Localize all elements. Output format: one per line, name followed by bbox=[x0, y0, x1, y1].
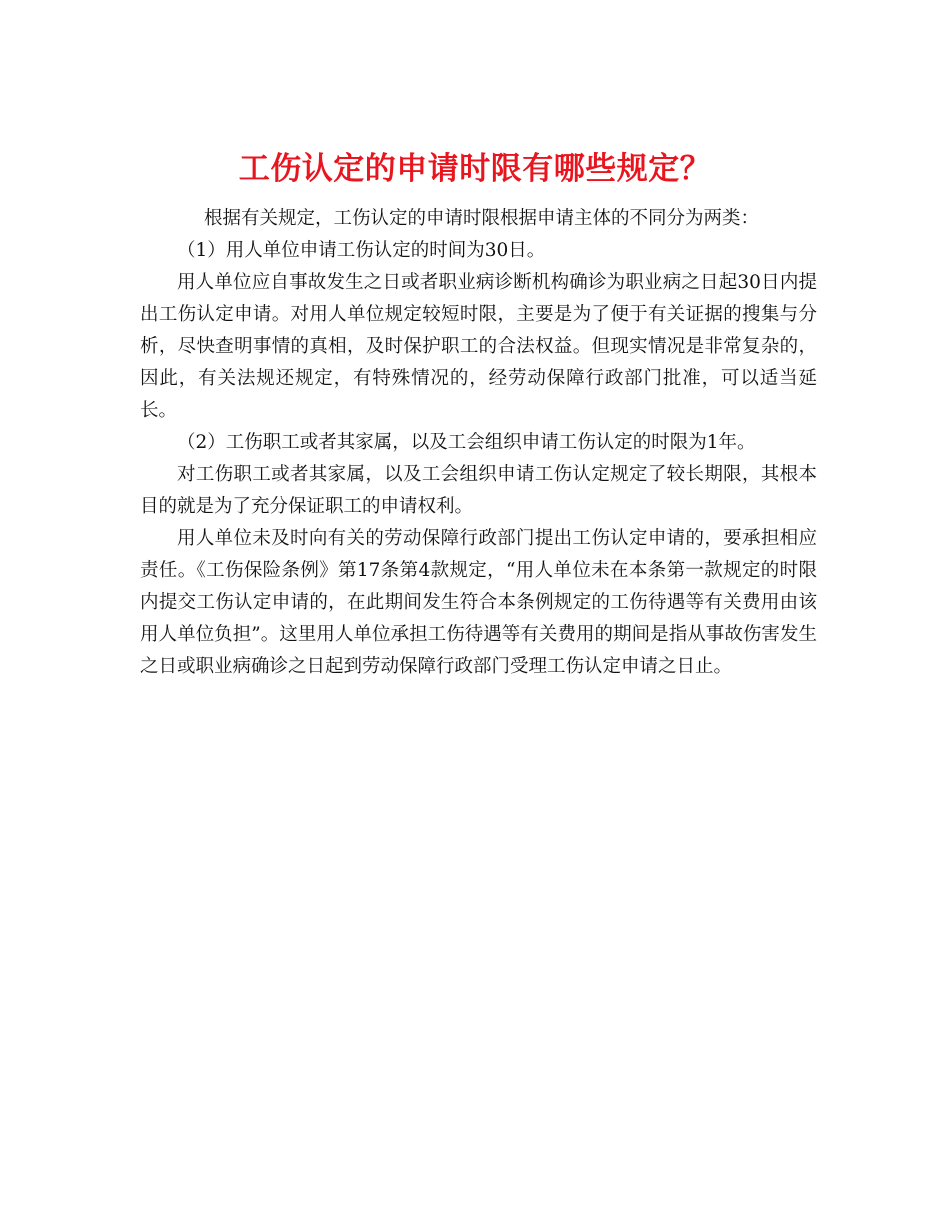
page-title: 工伤认定的申请时限有哪些规定？ bbox=[238, 150, 712, 187]
paragraph-liability: 用人单位未及时向有关的劳动保障行政部门提出工伤认定申请的，要承担相应责任。《工伤保险条例》第17条第4款规定，“用人单位未在本条第一款规定的时限内提交工伤认定申请的，在此期间发生符合本条例规定的工伤待遇等有关费用由该用人单位负担”。这里用人单位承担工伤待遇等有关费用的期间是指从事故伤害发生之日或职业病确诊之日起到劳动保障行政部门受理工伤认定申请之日止。 bbox=[140, 528, 817, 677]
paragraph-intro: 根据有关规定，工伤认定的申请时限根据申请主体的不同分为两类： bbox=[204, 208, 760, 229]
paragraph-item-2: （2）工伤职工或者其家属，以及工会组织申请工伤认定的时限为1年。 bbox=[177, 432, 756, 453]
paragraph-worker-detail: 对工伤职工或者其家属，以及工会组织申请工伤认定规定了较长期限，其根本目的就是为了充分保证职工的申请权利。 bbox=[140, 464, 817, 517]
paragraph-item-1: （1）用人单位申请工伤认定的时间为30日。 bbox=[177, 240, 546, 261]
paragraph-employer-detail: 用人单位应自事故发生之日或者职业病诊断机构确诊为职业病之日起30日内提出工伤认定申请。对用人单位规定较短时限，主要是为了便于有关证据的搜集与分析，尽快查明事情的真相，及时保护职工的合法权益。但现实情况是非常复杂的，因此，有关法规还规定，有特殊情况的，经劳动保障行政部门批准，可以适当延长。 bbox=[140, 272, 817, 421]
document-body bbox=[140, 203, 817, 683]
